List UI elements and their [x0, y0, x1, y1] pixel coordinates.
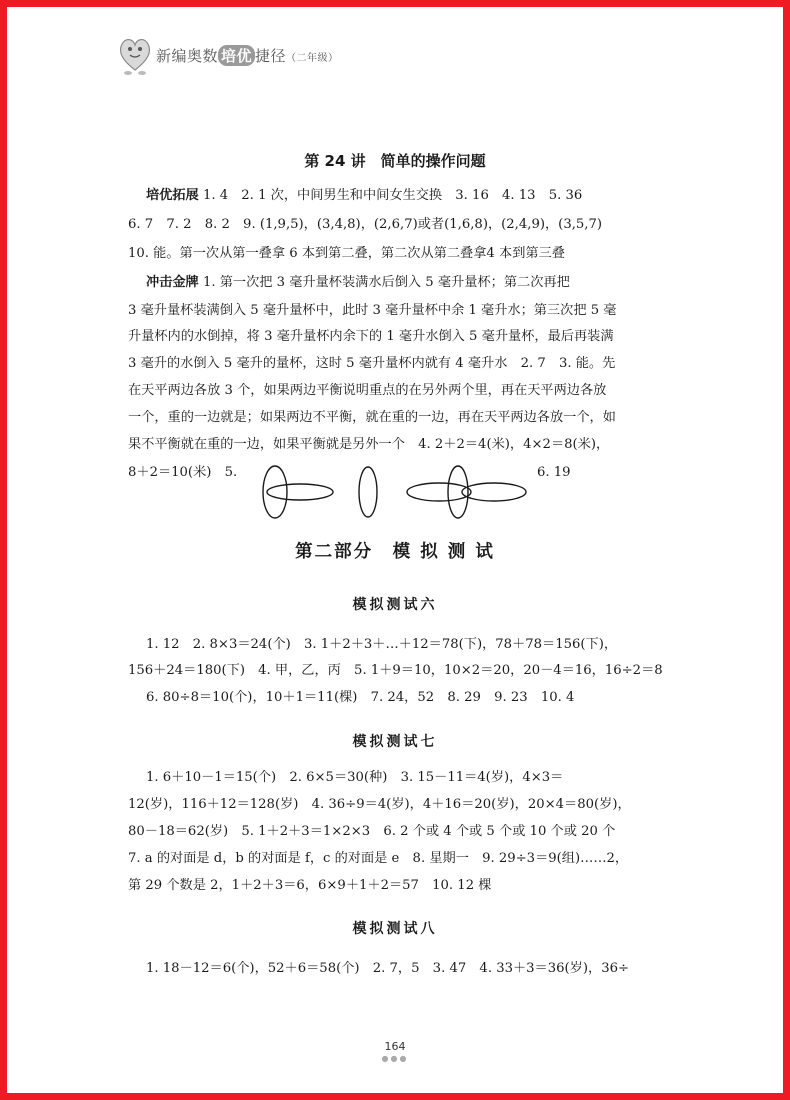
test-title: 模拟测试七 [352, 734, 438, 750]
lecture-title: 第 24 讲 简单的操作问题 [304, 152, 486, 170]
answer-line: 80－18＝62(岁) 5. 1＋2＋3＝1×2×3 6. 2 个或 4 个或 5 个或 10 个或 20 个 [128, 824, 616, 839]
answer-line: 第 29 个数是 2，1＋2＋3＝6，6×9＋1＋2＝57 10. 12 棵 [128, 878, 492, 893]
book-grade: （二年级） [286, 53, 339, 64]
test-title: 模拟测试六 [352, 597, 438, 613]
test-title: 模拟测试八 [352, 921, 438, 937]
ring-vertical [359, 467, 377, 517]
book-title: 新编奥数 培优 捷径（二年级） [156, 47, 339, 65]
book-title-highlight: 培优 [218, 45, 255, 66]
answer-line: 1. 6＋10－1＝15(个) 2. 6×5＝30(种) 3. 15－11＝4(岁)，4×3＝ [146, 770, 564, 785]
answer-line: 在天平两边各放 3 个，如果两边平衡说明重点的在另外两个里，再在天平两边各放 [128, 383, 607, 398]
part-title: 第二部分 模 拟 测 试 [295, 542, 495, 562]
answer-line: 10. 能。第一次从第一叠拿 6 本到第二叠，第二次从第二叠拿4 本到第三叠 [128, 246, 565, 261]
answer-line: 果不平衡就在重的一边，如果平衡就是另外一个 4. 2＋2＝4(米)，4×2＝8(米)， [128, 437, 610, 452]
answer-line: 8＋2＝10(米) 5. [128, 465, 238, 480]
answer-line: 6. 80÷8＝10(个)，10＋1＝11(棵) 7. 24，52 8. 29 9. 23 10. 4 [146, 690, 575, 705]
answer-line: 7. a 的对面是 d，b 的对面是 f，c 的对面是 e 8. 星期一 9. 29÷3＝9(组)……2， [128, 851, 629, 866]
answer-line: 6. 7 7. 2 8. 2 9. (1,9,5)，(3,4,8)，(2,6,7)或者(1,6,8)，(2,4,9)，(3,5,7) [128, 217, 603, 232]
answer-line: 3 毫升量杯装满倒入 5 毫升量杯中，此时 3 毫升量杯中余 1 毫升水；第三次把 5 毫 [128, 303, 617, 318]
answer-line: 3 毫升的水倒入 5 毫升的量杯，这时 5 毫升量杯内就有 4 毫升水 2. 7 3. 能。先 [128, 356, 616, 371]
answer-line: 1. 12 2. 8×3＝24(个) 3. 1＋2＋3＋…＋12＝78(下)，78＋78＝156(下)， [146, 637, 618, 652]
answer-line: 156＋24＝180(下) 4. 甲，乙，丙 5. 1＋9＝10，10×2＝20，20－4＝16，16÷2＝8 [128, 663, 663, 678]
page-number: 164 [384, 1040, 406, 1053]
answer-line: 一个，重的一边就是；如果两边不平衡，就在重的一边，再在天平两边各放一个，如 [128, 410, 616, 425]
ring-horizontal [267, 484, 333, 500]
answer-line: 培优拓展 1. 4 2. 1 次，中间男生和中间女生交换 3. 16 4. 13 5. 36 [146, 188, 583, 203]
mascot-logo-icon [118, 34, 152, 76]
answer-line: 1. 18－12＝6(个)，52＋6＝58(个) 2. 7，5 3. 47 4. 33＋3＝36(岁)，36÷ [146, 961, 630, 976]
answer-line: 升量杯内的水倒掉，将 3 毫升量杯内余下的 1 毫升水倒入 5 毫升量杯，最后再装满 [128, 329, 614, 344]
answer-line: 6. 19 [537, 465, 571, 480]
answer-line: 12(岁)，116＋12＝128(岁) 4. 36÷9＝4(岁)，4＋16＝20(岁)，20×4＝80(岁)， [128, 797, 631, 812]
ring-diagram [258, 462, 533, 522]
ring-vertical [448, 466, 468, 518]
answer-line: 冲击金牌 1. 第一次把 3 毫升量杯装满水后倒入 5 毫升量杯；第二次再把 [146, 275, 570, 290]
running-header [118, 30, 418, 80]
page-ornament: ●●● [381, 1054, 409, 1063]
